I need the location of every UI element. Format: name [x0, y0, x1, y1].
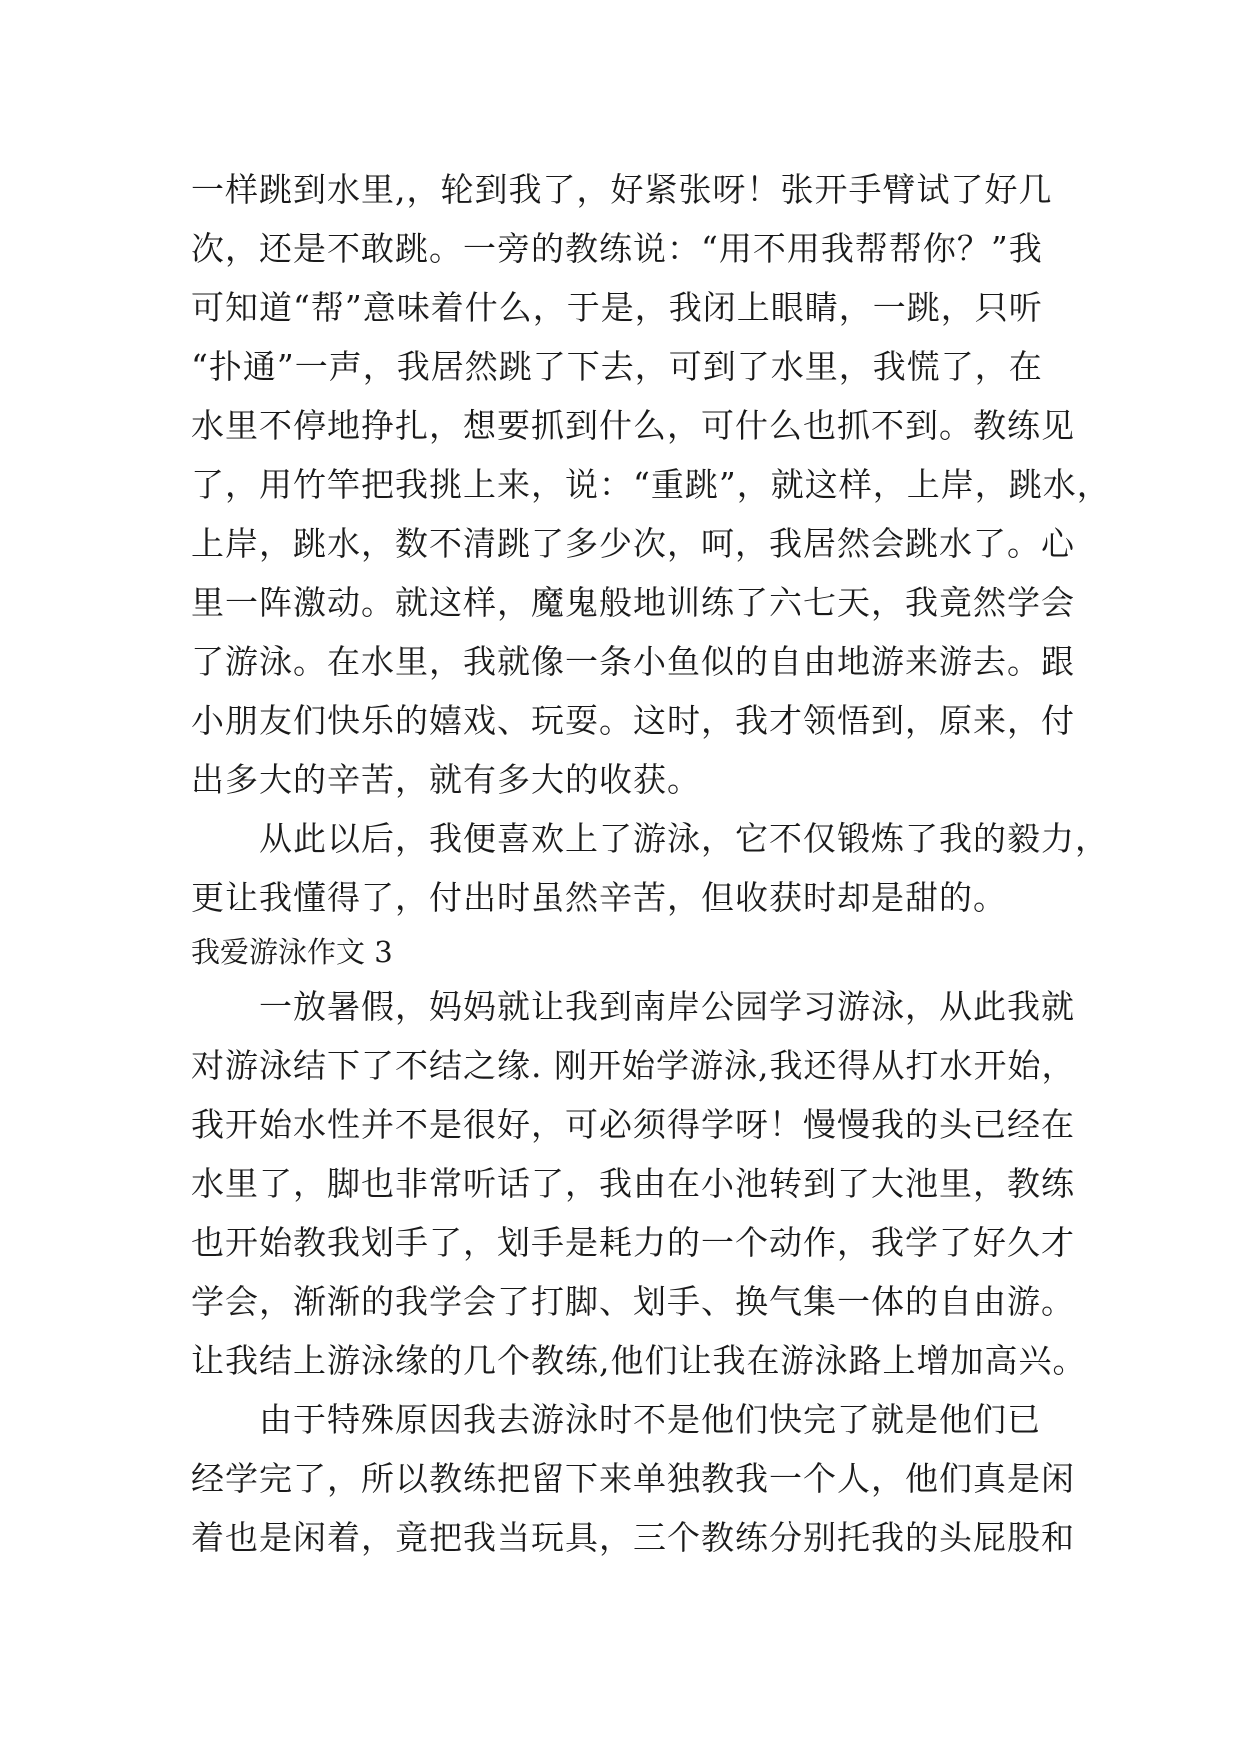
section-heading: 我爱游泳作文 3: [191, 935, 393, 969]
text-line: “扑通”一声，我居然跳了下去，可到了水里，我慌了，在: [191, 347, 1043, 386]
text-line: 了游泳。在水里，我就像一条小鱼似的自由地游来游去。跟: [191, 642, 1075, 681]
text-line: 了，用竹竿把我挑上来，说：“重跳”，就这样，上岸，跳水，: [191, 465, 1111, 504]
text-line: 我开始水性并不是很好，可必须得学呀！慢慢我的头已经在: [191, 1105, 1075, 1144]
text-line: 由于特殊原因我去游泳时不是他们快完了就是他们已: [191, 1400, 1041, 1439]
text-line: 小朋友们快乐的嬉戏、玩耍。这时，我才领悟到，原来，付: [191, 701, 1075, 740]
text-line: 一放暑假，妈妈就让我到南岸公园学习游泳，从此我就: [191, 987, 1075, 1026]
text-line: 一样跳到水里,，轮到我了，好紧张呀！张开手臂试了好几: [191, 170, 1053, 209]
text-line: 从此以后，我便喜欢上了游泳，它不仅锻炼了我的毅力，: [191, 819, 1109, 858]
document-body: [191, 160, 1111, 1567]
text-line: 着也是闲着，竟把我当玩具，三个教练分别托我的头屁股和: [191, 1518, 1075, 1557]
text-line: 里一阵激动。就这样，魔鬼般地训练了六七天，我竟然学会: [191, 583, 1075, 622]
text-line: 也开始教我划手了，划手是耗力的一个动作，我学了好久才: [191, 1223, 1075, 1262]
text-line: 更让我懂得了，付出时虽然辛苦，但收获时却是甜的。: [191, 878, 1007, 917]
text-line: 上岸，跳水，数不清跳了多少次，呵，我居然会跳水了。心: [191, 524, 1075, 563]
text-line: 可知道“帮”意味着什么，于是，我闭上眼睛，一跳，只听: [191, 288, 1043, 327]
text-line: 让我结上游泳缘的几个教练,他们让我在游泳路上增加高兴。: [191, 1341, 1087, 1380]
text-line: 对游泳结下了不结之缘. 刚开始学游泳,我还得从打水开始，: [191, 1046, 1076, 1085]
text-line: 出多大的辛苦，就有多大的收获。: [191, 760, 701, 799]
text-line: 经学完了，所以教练把留下来单独教我一个人，他们真是闲: [191, 1459, 1075, 1498]
text-line: 学会，渐渐的我学会了打脚、划手、换气集一体的自由游。: [191, 1282, 1075, 1321]
text-line: 水里了，脚也非常听话了，我由在小池转到了大池里，教练: [191, 1164, 1075, 1203]
text-line: 次，还是不敢跳。一旁的教练说：“用不用我帮帮你？”我: [191, 229, 1043, 268]
text-line: 水里不停地挣扎，想要抓到什么，可什么也抓不到。教练见: [191, 406, 1075, 445]
